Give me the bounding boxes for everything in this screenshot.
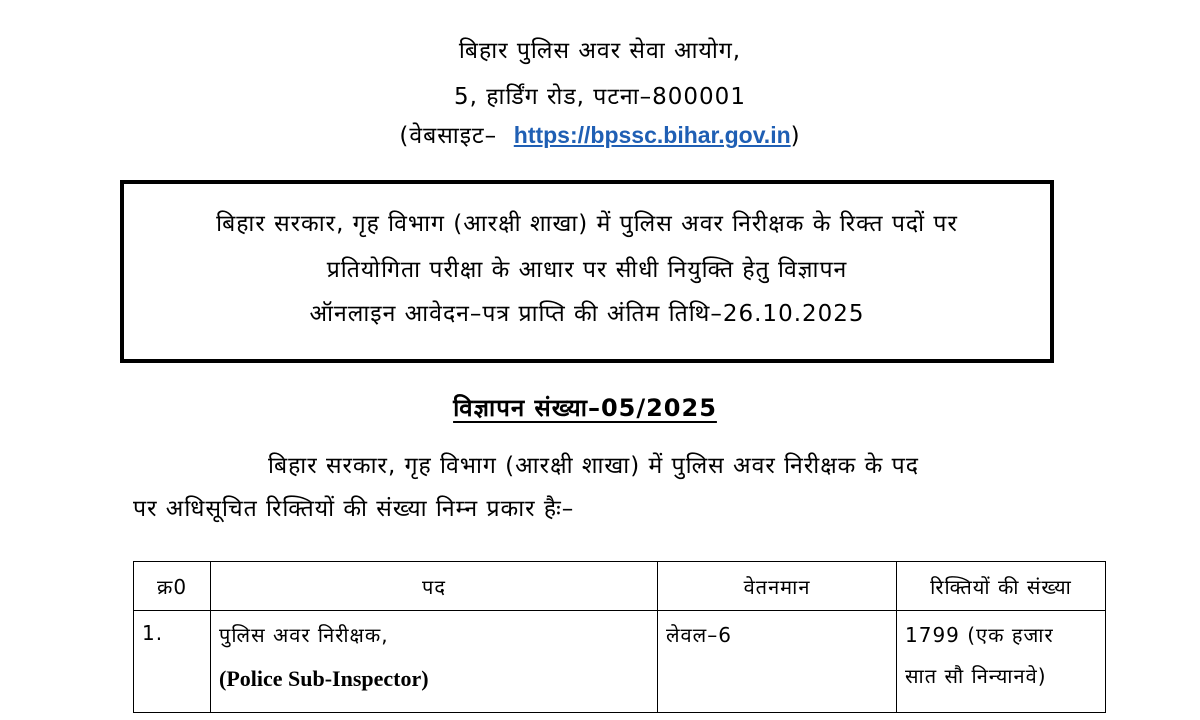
- table-row: [134, 611, 1106, 713]
- row-vacancy-count: [897, 611, 1106, 713]
- paragraph-line-1: बिहार सरकार, गृह विभाग (आरक्षी शाखा) में पुलिस अवर निरीक्षक के पद: [268, 453, 919, 479]
- vacancy-count-line-1: 1799 (एक हजार: [905, 623, 1054, 647]
- advertisement-number: विज्ञापन संख्या–05/2025: [453, 394, 717, 422]
- org-address: 5, हार्डिंग रोड, पटना–800001: [454, 84, 746, 110]
- post-hindi: पुलिस अवर निरीक्षक,: [219, 623, 389, 647]
- row-pay-level: लेवल–6: [658, 611, 897, 713]
- table-header-row: [134, 562, 1106, 611]
- notice-line-3: ऑनलाइन आवेदन–पत्र प्राप्ति की अंतिम तिथि–26.10.2025: [309, 301, 865, 327]
- notice-line-1: बिहार सरकार, गृह विभाग (आरक्षी शाखा) में पुलिस अवर निरीक्षक के रिक्त पदों पर: [216, 211, 958, 237]
- notice-line-2: प्रतियोगिता परीक्षा के आधार पर सीधी नियुक्ति हेतु विज्ञापन: [326, 257, 848, 283]
- paragraph-line-2: पर अधिसूचित रिक्तियों की संख्या निम्न प्रकार हैः–: [133, 496, 575, 522]
- row-post: [211, 611, 658, 713]
- website-suffix: ): [790, 123, 801, 149]
- website-line: [0, 118, 1200, 150]
- vacancy-count-line-2: सात सौ निन्यानवे): [905, 664, 1047, 688]
- vacancy-table: [133, 561, 1106, 713]
- org-name: बिहार पुलिस अवर सेवा आयोग,: [458, 38, 742, 64]
- website-prefix: (वेबसाइट–: [399, 123, 498, 149]
- header-post: पद: [211, 562, 658, 611]
- header-serial: क्र0: [134, 562, 211, 611]
- post-english: (Police Sub-Inspector): [219, 666, 429, 691]
- website-link[interactable]: https://bpssc.bihar.gov.in: [513, 122, 791, 148]
- header-vacancy-count: रिक्तियों की संख्या: [897, 562, 1106, 611]
- row-serial: 1.: [134, 611, 211, 713]
- header-pay-scale: वेतनमान: [658, 562, 897, 611]
- notice-box: [120, 180, 1054, 363]
- advertisement-title: [0, 391, 1170, 424]
